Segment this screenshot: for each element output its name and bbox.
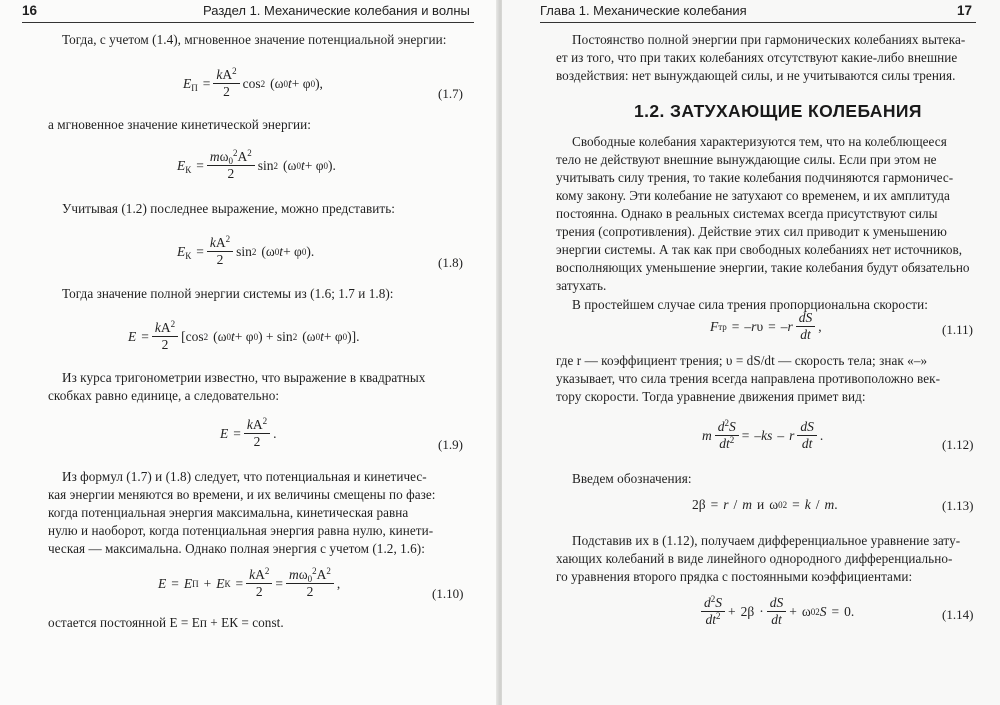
paragraph: В простейшем случае сила трения пропорциональна скорости:: [572, 297, 928, 312]
paragraph: Тогда, с учетом (1.4), мгновенное значение потенциальной энергии:: [62, 32, 447, 47]
paragraph: затухать.: [556, 278, 607, 293]
equation-1-13: 2β = r / m и ω 0 2 = k / m .: [692, 497, 838, 512]
paragraph: кая энергии меняются во времени, и их величины смещены по фазе:: [48, 487, 436, 502]
paragraph: Постоянство полной энергии при гармонических колебаниях вытека-: [572, 32, 966, 47]
paragraph: кому закону. Эти колебание не затухают со временем, и их амплитуда: [556, 188, 950, 203]
equation-number: (1.10): [432, 586, 464, 601]
paragraph: го уравнения второго прядка с постоянными коэффициентами:: [556, 569, 913, 584]
paragraph: постоянна. Однако в реальных системах всегда присутствуют силы: [556, 206, 938, 221]
paragraph: а мгновенное значение кинетической энергии:: [48, 117, 311, 132]
header-rule: [540, 22, 976, 23]
page-number: 16: [22, 3, 38, 18]
paragraph: Подставив их в (1.12), получаем дифференциальное уравнение зату-: [572, 533, 961, 548]
running-header: Раздел 1. Механические колебания и волны: [203, 3, 470, 18]
paragraph: где r — коэффициент трения; υ = dS/dt — скорость тела; знак «–»: [556, 353, 928, 368]
equation-1-11: F тр = – r υ = – r $\frac{dS}{dt}$ ,: [710, 310, 822, 342]
paragraph: ческая — максимальна. Однако полная энергия с учетом (1.2, 1.6):: [48, 541, 425, 556]
paragraph: Тогда значение полной энергии системы из (1.6; 1.7 и 1.8):: [62, 286, 394, 301]
running-header: Глава 1. Механические колебания: [540, 3, 747, 18]
paragraph: скобках равно единице, а следовательно:: [48, 388, 280, 403]
paragraph: ет из того, что при таких колебаниях отсутствуют какие-либо внешние: [556, 50, 958, 65]
paragraph: трения (сопротивления). Действие этих сил приводит к уменьшению: [556, 224, 947, 239]
paragraph: учитывать силу трения, то такие колебания подчиняются гармоничес-: [556, 170, 954, 185]
equation-number: (1.14): [942, 607, 974, 622]
paragraph: восполняющих уменьшение энергии, такие колебания будут обязательно: [556, 260, 970, 275]
equation-number: (1.12): [942, 437, 974, 452]
paragraph: воздействия: нет вынуждающей силы, и не учитываются силы трения.: [556, 68, 956, 83]
equation-number: (1.7): [438, 86, 463, 101]
equation-1-12: m $\frac{d^2S}{dt^2}$ = – ks – r $\frac{dS}{dt}$ .: [702, 418, 824, 451]
paragraph: Учитывая (1.2) последнее выражение, можно представить:: [62, 201, 395, 216]
equation-number: (1.13): [942, 498, 974, 513]
paragraph: Из курса тригонометрии известно, что выражение в квадратных: [62, 370, 426, 385]
equation-number: (1.11): [942, 322, 973, 337]
equation-1-9: E = $\frac{kA^2}{2}$ .: [220, 416, 277, 449]
header-rule: [22, 22, 474, 23]
left-page: [0, 0, 498, 705]
paragraph: Из формул (1.7) и (1.8) следует, что потенциальная и кинетичес-: [62, 469, 427, 484]
paragraph: Введем обозначения:: [572, 471, 692, 486]
equation-1-8: $E_К$ = $\frac{kA^2}{2}$ sin 2 (ω 0 t + φ 0 ).: [177, 234, 315, 267]
equation-1-14: $\frac{d^2S}{dt^2}$ + 2β · $\frac{dS}{dt}$ + ω 0 2 S = 0.: [698, 596, 854, 627]
paragraph: остается постоянной E = Eп + EК = const.: [48, 615, 284, 630]
paragraph: энергии системы. А так как при свободных колебаниях нет источников,: [556, 242, 963, 257]
paragraph: хающих колебаний в виде линейного однородного дифференциально-: [556, 551, 953, 566]
equation-kinetic-energy: $E_К$ = $\frac{m\omega_0^2A^2}{2}$ sin 2 (ω 0 t + φ 0 ).: [177, 148, 336, 181]
page-number: 17: [957, 3, 973, 18]
equation-number: (1.8): [438, 255, 463, 270]
paragraph: тору скорости. Тогда уравнение движения примет вид:: [556, 389, 866, 404]
section-heading: 1.2. ЗАТУХАЮЩИЕ КОЛЕБАНИЯ: [634, 101, 922, 121]
equation-total-energy: E = $\frac{kA^2}{2}$ [cos 2 (ω 0 t + φ 0 ) + sin 2 (ω 0 t + φ 0 )].: [128, 319, 360, 352]
paragraph: тело не действуют внешние вынуждающие силы. Если при этом не: [556, 152, 937, 167]
equation-number: (1.9): [438, 437, 463, 452]
paragraph: нулю и наоборот, когда потенциальная энергия равна нулю, кинети-: [48, 523, 434, 538]
equation-1-7: $E_П$ = $\frac{kA^2}{2}$ cos 2 (ω 0 t + φ 0 ),: [183, 66, 323, 99]
paragraph: указывает, что сила трения всегда направлена противоположно век-: [556, 371, 941, 386]
paragraph: когда потенциальная энергия максимальна, кинетическая равна: [48, 505, 409, 520]
paragraph: Свободные колебания характеризуются тем, что на колеблющееся: [572, 134, 947, 149]
equation-1-10: E = E П + E К = $\frac{kA^2}{2}$ = $\frac{m\omega_0^2A^2}{2}$ ,: [158, 566, 341, 599]
right-page: [502, 0, 1000, 705]
